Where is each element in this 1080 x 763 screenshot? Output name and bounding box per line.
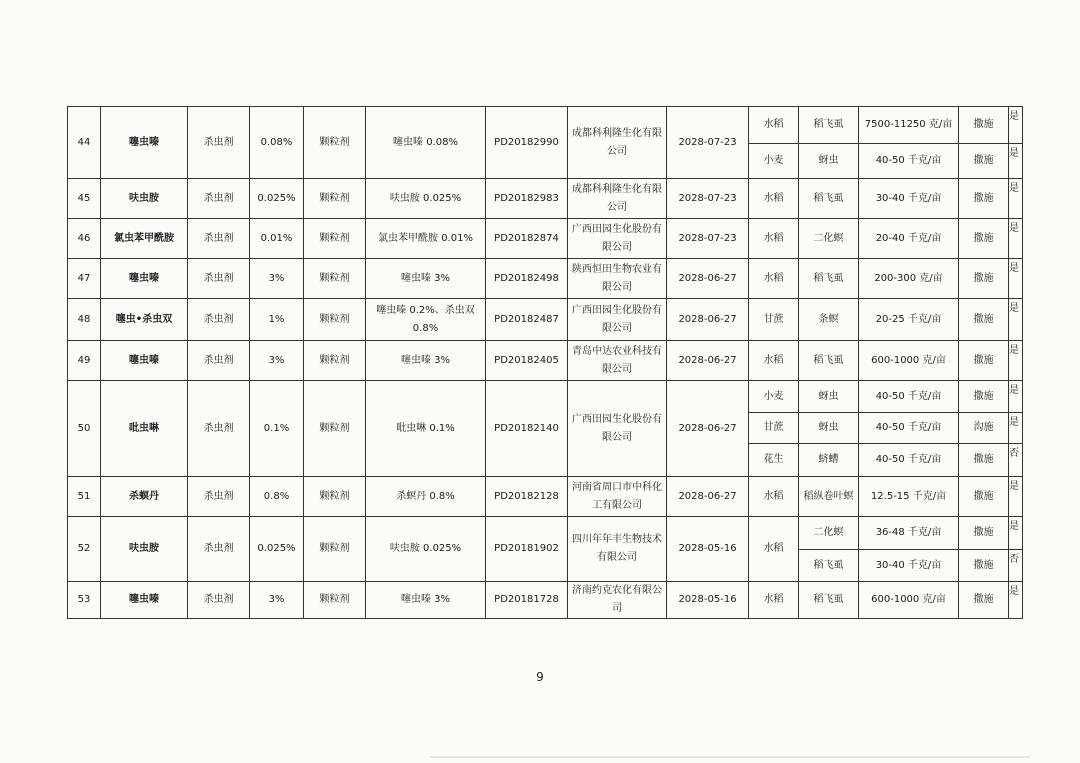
application-method-cell: 撒施	[959, 550, 1009, 582]
pesticide-type-cell: 杀虫剂	[188, 179, 250, 219]
formulation-cell: 颗粒剂	[304, 477, 366, 517]
crop-cell: 甘蔗	[749, 413, 799, 444]
active-ingredient-cell: 氯虫苯甲酰胺 0.01%	[366, 219, 486, 259]
crop-cell: 水稻	[749, 582, 799, 619]
application-method-cell: 撒施	[959, 582, 1009, 619]
application-method-cell: 撒施	[959, 444, 1009, 477]
application-method-cell: 撒施	[959, 477, 1009, 517]
crop-cell: 小麦	[749, 381, 799, 413]
application-method-cell: 撒施	[959, 144, 1009, 179]
dosage-cell: 36-48 千克/亩	[859, 517, 959, 550]
application-method-cell: 撒施	[959, 219, 1009, 259]
product-name-cell: 呋虫胺	[101, 517, 188, 582]
compliance-flag-cell: 是	[1009, 381, 1023, 413]
row-number-cell: 49	[68, 341, 101, 381]
formulation-cell: 颗粒剂	[304, 107, 366, 179]
compliance-flag-cell: 是	[1009, 477, 1023, 517]
active-ingredient-cell: 呋虫胺 0.025%	[366, 517, 486, 582]
crop-cell: 水稻	[749, 341, 799, 381]
active-ingredient-cell: 噻虫嗪 0.2%、杀虫双 0.8%	[366, 299, 486, 341]
table-row	[68, 259, 1023, 299]
row-number-cell: 52	[68, 517, 101, 582]
registrant-company-cell: 四川年年丰生物技术有限公司	[568, 517, 667, 582]
compliance-flag-cell: 是	[1009, 144, 1023, 179]
product-name-cell: 噻虫•杀虫双	[101, 299, 188, 341]
compliance-flag-cell: 是	[1009, 107, 1023, 144]
expiry-date-cell: 2028-06-27	[667, 477, 749, 517]
product-name-cell: 噻虫嗪	[101, 259, 188, 299]
dosage-cell: 40-50 千克/亩	[859, 444, 959, 477]
active-ingredient-cell: 吡虫啉 0.1%	[366, 381, 486, 477]
formulation-cell: 颗粒剂	[304, 179, 366, 219]
crop-cell: 水稻	[749, 259, 799, 299]
registration-number-cell: PD20182128	[486, 477, 568, 517]
pesticide-type-cell: 杀虫剂	[188, 517, 250, 582]
formulation-cell: 颗粒剂	[304, 381, 366, 477]
pest-cell: 稻飞虱	[799, 582, 859, 619]
dosage-cell: 40-50 千克/亩	[859, 413, 959, 444]
expiry-date-cell: 2028-07-23	[667, 107, 749, 179]
row-number-cell: 48	[68, 299, 101, 341]
compliance-flag-cell: 否	[1009, 444, 1023, 477]
dosage-cell: 7500-11250 克/亩	[859, 107, 959, 144]
pest-cell: 条螟	[799, 299, 859, 341]
dosage-cell: 40-50 千克/亩	[859, 381, 959, 413]
page-number: 9	[536, 670, 544, 684]
table-row	[68, 477, 1023, 517]
expiry-date-cell: 2028-07-23	[667, 179, 749, 219]
application-method-cell: 撒施	[959, 517, 1009, 550]
table-row	[68, 107, 1023, 144]
pesticide-registration-table	[67, 106, 1023, 619]
registrant-company-cell: 成都科利隆生化有限公司	[568, 179, 667, 219]
product-name-cell: 噻虫嗪	[101, 582, 188, 619]
active-ingredient-cell: 噻虫嗪 3%	[366, 582, 486, 619]
formulation-cell: 颗粒剂	[304, 219, 366, 259]
total-content-cell: 3%	[250, 341, 304, 381]
compliance-flag-cell: 是	[1009, 341, 1023, 381]
total-content-cell: 0.08%	[250, 107, 304, 179]
registration-number-cell: PD20182874	[486, 219, 568, 259]
table-row	[68, 582, 1023, 619]
pesticide-type-cell: 杀虫剂	[188, 259, 250, 299]
crop-cell: 水稻	[749, 477, 799, 517]
total-content-cell: 0.01%	[250, 219, 304, 259]
registration-number-cell: PD20182990	[486, 107, 568, 179]
formulation-cell: 颗粒剂	[304, 582, 366, 619]
product-name-cell: 吡虫啉	[101, 381, 188, 477]
active-ingredient-cell: 杀螟丹 0.8%	[366, 477, 486, 517]
application-method-cell: 撒施	[959, 341, 1009, 381]
dosage-cell: 30-40 千克/亩	[859, 179, 959, 219]
row-number-cell: 46	[68, 219, 101, 259]
compliance-flag-cell: 是	[1009, 517, 1023, 550]
formulation-cell: 颗粒剂	[304, 341, 366, 381]
dosage-cell: 12.5-15 千克/亩	[859, 477, 959, 517]
pesticide-type-cell: 杀虫剂	[188, 381, 250, 477]
compliance-flag-cell: 是	[1009, 259, 1023, 299]
dosage-cell: 40-50 千克/亩	[859, 144, 959, 179]
pest-cell: 蚜虫	[799, 381, 859, 413]
application-method-cell: 撒施	[959, 381, 1009, 413]
formulation-cell: 颗粒剂	[304, 517, 366, 582]
crop-cell: 小麦	[749, 144, 799, 179]
row-number-cell: 47	[68, 259, 101, 299]
table-row	[68, 517, 1023, 550]
registrant-company-cell: 广西田园生化股份有限公司	[568, 299, 667, 341]
pest-cell: 稻飞虱	[799, 107, 859, 144]
application-method-cell: 沟施	[959, 413, 1009, 444]
pest-cell: 二化螟	[799, 517, 859, 550]
application-method-cell: 撒施	[959, 299, 1009, 341]
crop-cell: 水稻	[749, 517, 799, 582]
active-ingredient-cell: 噻虫嗪 0.08%	[366, 107, 486, 179]
application-method-cell: 撒施	[959, 107, 1009, 144]
pesticide-type-cell: 杀虫剂	[188, 341, 250, 381]
registrant-company-cell: 河南省周口市中科化工有限公司	[568, 477, 667, 517]
table-row	[68, 381, 1023, 413]
compliance-flag-cell: 是	[1009, 219, 1023, 259]
formulation-cell: 颗粒剂	[304, 259, 366, 299]
product-name-cell: 呋虫胺	[101, 179, 188, 219]
table-row	[68, 299, 1023, 341]
pest-cell: 蛴螬	[799, 444, 859, 477]
pest-cell: 稻飞虱	[799, 179, 859, 219]
registration-number-cell: PD20181902	[486, 517, 568, 582]
pest-cell: 稻飞虱	[799, 259, 859, 299]
compliance-flag-cell: 是	[1009, 413, 1023, 444]
dosage-cell: 20-25 千克/亩	[859, 299, 959, 341]
row-number-cell: 53	[68, 582, 101, 619]
pest-cell: 蚜虫	[799, 144, 859, 179]
compliance-flag-cell: 否	[1009, 550, 1023, 582]
row-number-cell: 45	[68, 179, 101, 219]
pest-cell: 稻纵卷叶螟	[799, 477, 859, 517]
registration-number-cell: PD20182498	[486, 259, 568, 299]
expiry-date-cell: 2028-07-23	[667, 219, 749, 259]
crop-cell: 水稻	[749, 219, 799, 259]
registration-number-cell: PD20181728	[486, 582, 568, 619]
expiry-date-cell: 2028-06-27	[667, 259, 749, 299]
expiry-date-cell: 2028-05-16	[667, 517, 749, 582]
registrant-company-cell: 广西田园生化股份有限公司	[568, 381, 667, 477]
pesticide-type-cell: 杀虫剂	[188, 299, 250, 341]
total-content-cell: 0.8%	[250, 477, 304, 517]
total-content-cell: 3%	[250, 582, 304, 619]
pesticide-type-cell: 杀虫剂	[188, 107, 250, 179]
registrant-company-cell: 陕西恒田生物农业有限公司	[568, 259, 667, 299]
crop-cell: 水稻	[749, 179, 799, 219]
row-number-cell: 51	[68, 477, 101, 517]
row-number-cell: 50	[68, 381, 101, 477]
registration-number-cell: PD20182140	[486, 381, 568, 477]
dosage-cell: 20-40 千克/亩	[859, 219, 959, 259]
registrant-company-cell: 济南约克农化有限公司	[568, 582, 667, 619]
registrant-company-cell: 广西田园生化股份有限公司	[568, 219, 667, 259]
table-row	[68, 179, 1023, 219]
pest-cell: 蚜虫	[799, 413, 859, 444]
active-ingredient-cell: 呋虫胺 0.025%	[366, 179, 486, 219]
table-row	[68, 341, 1023, 381]
expiry-date-cell: 2028-06-27	[667, 381, 749, 477]
pest-cell: 稻飞虱	[799, 550, 859, 582]
pesticide-type-cell: 杀虫剂	[188, 477, 250, 517]
dosage-cell: 200-300 克/亩	[859, 259, 959, 299]
registrant-company-cell: 青岛中达农业科技有限公司	[568, 341, 667, 381]
pest-cell: 稻飞虱	[799, 341, 859, 381]
total-content-cell: 3%	[250, 259, 304, 299]
application-method-cell: 撒施	[959, 259, 1009, 299]
total-content-cell: 1%	[250, 299, 304, 341]
compliance-flag-cell: 是	[1009, 582, 1023, 619]
product-name-cell: 噻虫嗪	[101, 341, 188, 381]
active-ingredient-cell: 噻虫嗪 3%	[366, 341, 486, 381]
expiry-date-cell: 2028-05-16	[667, 582, 749, 619]
application-method-cell: 撒施	[959, 179, 1009, 219]
total-content-cell: 0.025%	[250, 179, 304, 219]
product-name-cell: 噻虫嗪	[101, 107, 188, 179]
crop-cell: 花生	[749, 444, 799, 477]
product-name-cell: 杀螟丹	[101, 477, 188, 517]
compliance-flag-cell: 是	[1009, 299, 1023, 341]
expiry-date-cell: 2028-06-27	[667, 299, 749, 341]
total-content-cell: 0.1%	[250, 381, 304, 477]
pest-cell: 二化螟	[799, 219, 859, 259]
dosage-cell: 30-40 千克/亩	[859, 550, 959, 582]
scan-edge-shadow	[430, 756, 1030, 758]
total-content-cell: 0.025%	[250, 517, 304, 582]
pesticide-type-cell: 杀虫剂	[188, 219, 250, 259]
compliance-flag-cell: 是	[1009, 179, 1023, 219]
registrant-company-cell: 成都科利隆生化有限公司	[568, 107, 667, 179]
product-name-cell: 氯虫苯甲酰胺	[101, 219, 188, 259]
expiry-date-cell: 2028-06-27	[667, 341, 749, 381]
pesticide-type-cell: 杀虫剂	[188, 582, 250, 619]
table-row	[68, 219, 1023, 259]
formulation-cell: 颗粒剂	[304, 299, 366, 341]
registration-number-cell: PD20182405	[486, 341, 568, 381]
dosage-cell: 600-1000 克/亩	[859, 582, 959, 619]
registration-number-cell: PD20182983	[486, 179, 568, 219]
crop-cell: 甘蔗	[749, 299, 799, 341]
registration-number-cell: PD20182487	[486, 299, 568, 341]
row-number-cell: 44	[68, 107, 101, 179]
active-ingredient-cell: 噻虫嗪 3%	[366, 259, 486, 299]
crop-cell: 水稻	[749, 107, 799, 144]
dosage-cell: 600-1000 克/亩	[859, 341, 959, 381]
